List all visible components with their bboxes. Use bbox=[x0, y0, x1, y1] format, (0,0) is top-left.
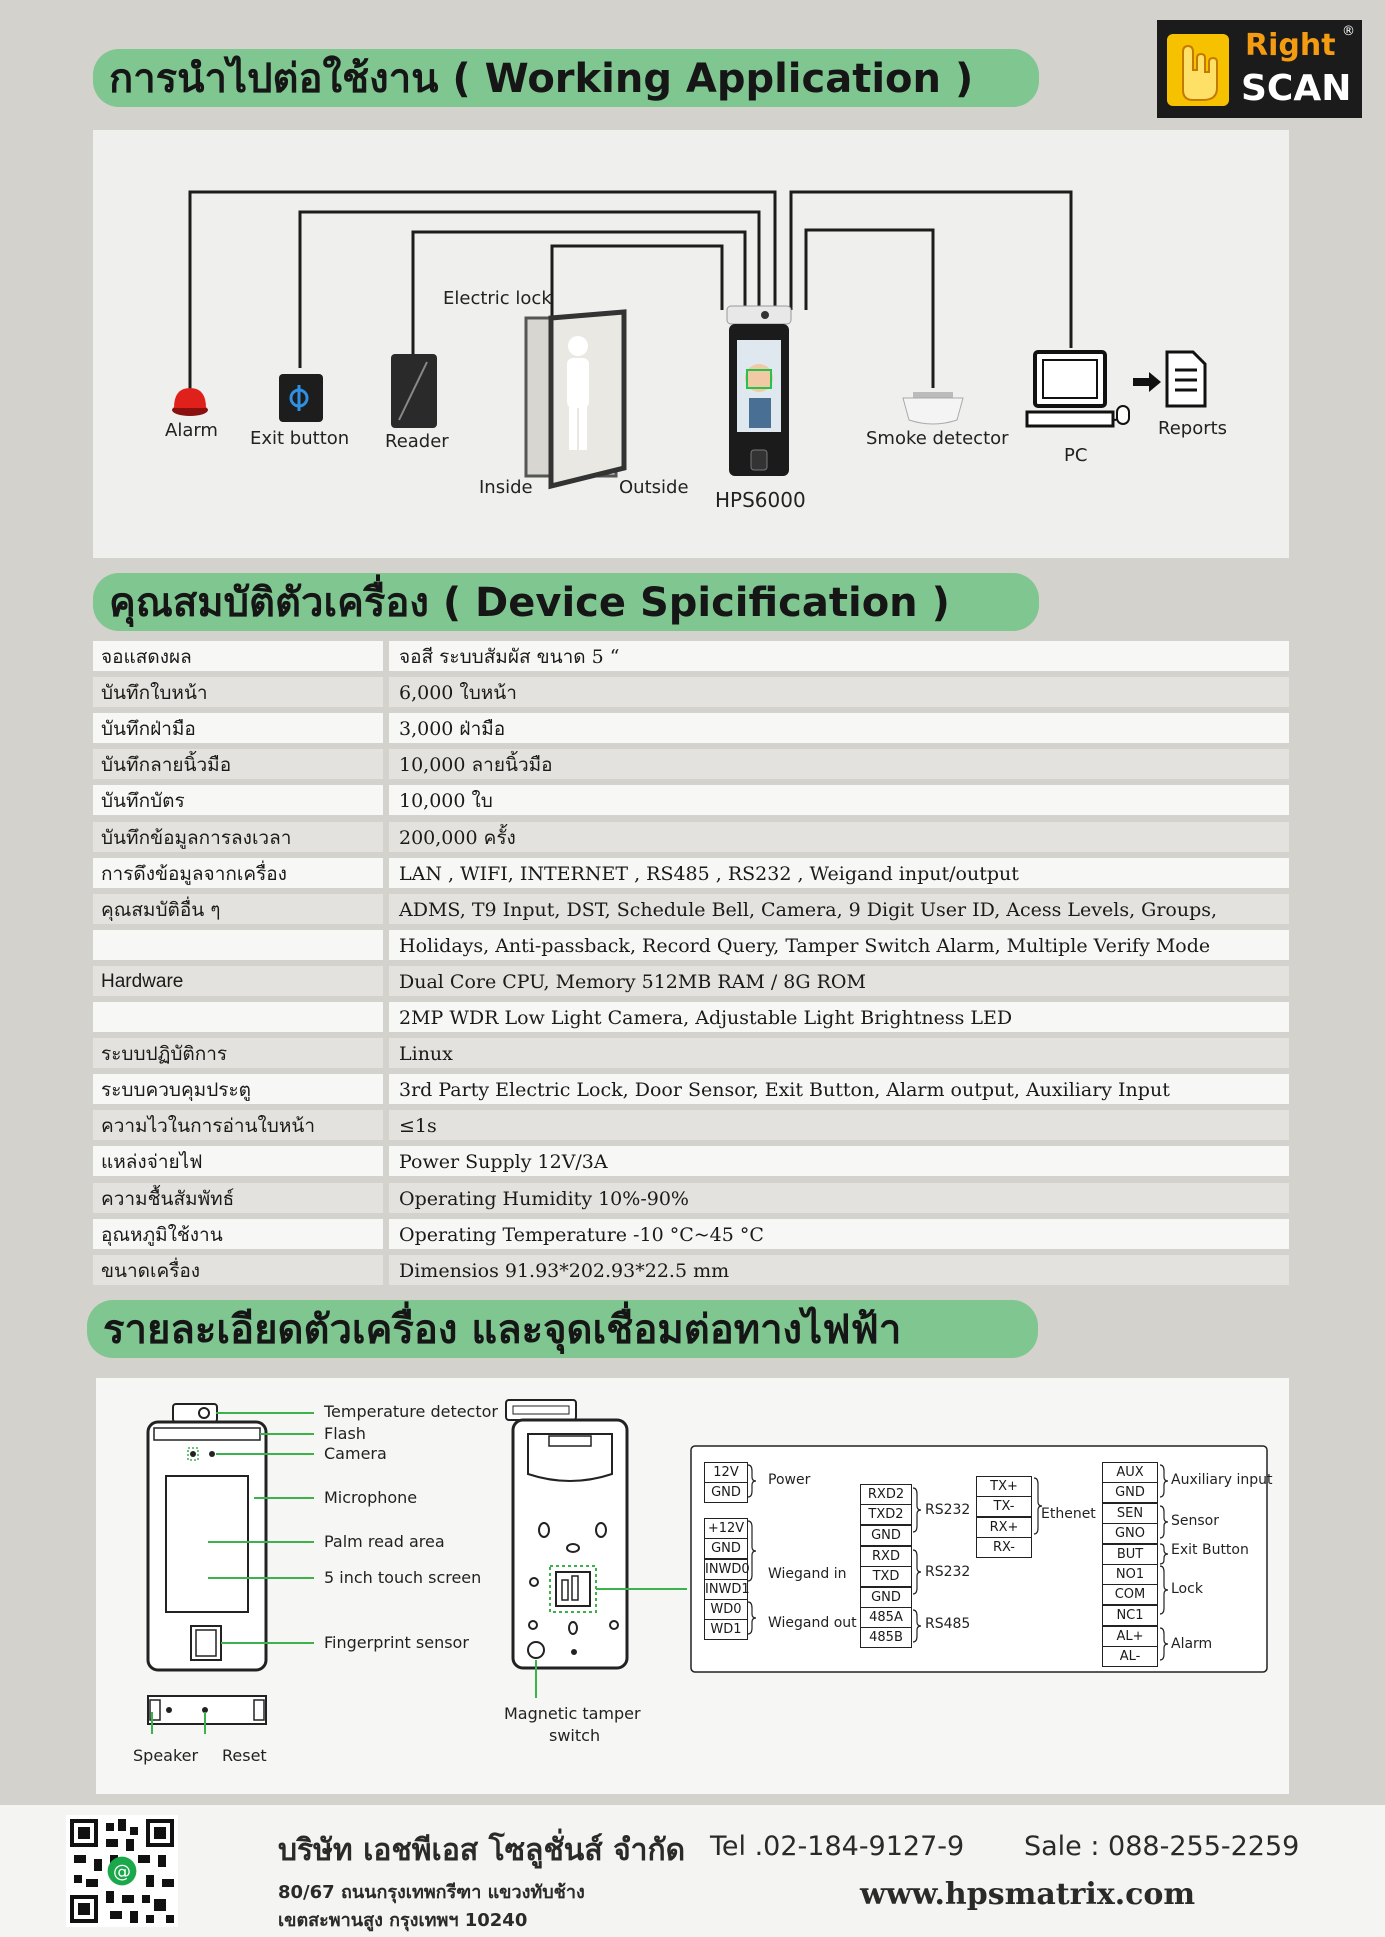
terminal-pin: GND bbox=[1102, 1482, 1158, 1503]
terminal-pin: 485B bbox=[860, 1627, 912, 1648]
spec-key: บันทึกลายนิ้วมือ bbox=[93, 749, 383, 779]
spec-key: Hardware bbox=[93, 966, 383, 996]
spec-row bbox=[93, 1255, 1289, 1285]
reports-icon bbox=[1167, 352, 1205, 406]
terminal-pin: AL- bbox=[1102, 1646, 1158, 1667]
spec-value: Power Supply 12V/3A bbox=[389, 1146, 1289, 1176]
spec-value: Operating Temperature -10 °C~45 °C bbox=[389, 1219, 1289, 1249]
spec-key: บันทึกใบหน้า bbox=[93, 677, 383, 707]
device-back-view bbox=[506, 1400, 687, 1698]
terminal-pin: 485A bbox=[860, 1607, 912, 1628]
address-line-2: เขตสะพานสูง กรุงเทพฯ 10240 bbox=[278, 1910, 528, 1931]
telephone: Tel .02-184-9127-9 bbox=[710, 1831, 965, 1862]
terminal-group-label: Auxiliary input bbox=[1171, 1472, 1273, 1488]
pc-icon bbox=[1027, 352, 1161, 426]
spec-value: 2MP WDR Low Light Camera, Adjustable Light Brightness LED bbox=[389, 1002, 1289, 1032]
fingerprint-sensor-label: Fingerprint sensor bbox=[324, 1633, 469, 1652]
logo-text-right: Right bbox=[1245, 28, 1336, 63]
hps6000-device-icon bbox=[727, 306, 791, 476]
spec-value: 200,000 ครั้ง bbox=[389, 822, 1289, 852]
terminal-group-label: Ethenet bbox=[1041, 1506, 1096, 1522]
tamper-switch-label: switch bbox=[549, 1726, 601, 1745]
touch-screen-label: 5 inch touch screen bbox=[324, 1568, 482, 1587]
terminal-pin: NO1 bbox=[1102, 1564, 1158, 1585]
spec-key: ความไวในการอ่านใบหน้า bbox=[93, 1110, 383, 1140]
right-scan-logo bbox=[1157, 20, 1362, 118]
terminal-pin: TX- bbox=[976, 1496, 1032, 1517]
spec-row bbox=[93, 713, 1289, 743]
microphone-label: Microphone bbox=[324, 1488, 418, 1507]
terminal-pin: GNO bbox=[1102, 1523, 1158, 1544]
logo-text-scan: SCAN bbox=[1241, 68, 1352, 109]
spec-row bbox=[93, 1038, 1289, 1068]
terminal-pin: TXD2 bbox=[860, 1504, 912, 1525]
spec-row bbox=[93, 858, 1289, 888]
terminal-pin: WD1 bbox=[704, 1619, 748, 1640]
device-detail-panel bbox=[96, 1378, 1289, 1794]
spec-row bbox=[93, 1146, 1289, 1176]
terminal-pin: INWD1 bbox=[704, 1579, 748, 1600]
terminal-group-label: Wiegand in bbox=[768, 1566, 847, 1582]
palm-read-area-label: Palm read area bbox=[324, 1532, 445, 1551]
terminal-pin: GND bbox=[860, 1525, 912, 1546]
spec-value: 3rd Party Electric Lock, Door Sensor, Exit Button, Alarm output, Auxiliary Input bbox=[389, 1074, 1289, 1104]
terminal-group-label: Wiegand out bbox=[768, 1615, 857, 1631]
spec-value: 6,000 ใบหน้า bbox=[389, 677, 1289, 707]
working-application-diagram bbox=[93, 130, 1289, 558]
terminal-group-label: RS232 bbox=[925, 1502, 971, 1518]
spec-row bbox=[93, 677, 1289, 707]
smoke-detector-icon bbox=[903, 392, 963, 424]
svg-text:@: @ bbox=[113, 1861, 131, 1883]
spec-value: ≤1s bbox=[389, 1110, 1289, 1140]
reader-label: Reader bbox=[385, 431, 449, 452]
alarm-light-icon bbox=[172, 388, 208, 416]
exit-button-icon bbox=[279, 374, 323, 422]
spec-row bbox=[93, 1183, 1289, 1213]
alarm-label: Alarm bbox=[165, 420, 218, 441]
terminal-group-label: Sensor bbox=[1171, 1513, 1219, 1529]
terminal-pin: BUT bbox=[1102, 1544, 1158, 1565]
spec-row bbox=[93, 749, 1289, 779]
spec-key: บันทึกบัตร bbox=[93, 785, 383, 815]
spec-row bbox=[93, 641, 1289, 671]
spec-key: ความชื้นสัมพัทธ์ bbox=[93, 1183, 383, 1213]
terminal-pin: GND bbox=[704, 1538, 748, 1559]
terminal-group-label: RS232 bbox=[925, 1564, 971, 1580]
terminal-pin: WD0 bbox=[704, 1599, 748, 1620]
spec-value: Holidays, Anti-passback, Record Query, Tamper Switch Alarm, Multiple Verify Mode bbox=[389, 930, 1289, 960]
spec-key: บันทึกฝ่ามือ bbox=[93, 713, 383, 743]
terminal-pin: GND bbox=[860, 1587, 912, 1608]
terminal-group-label: Power bbox=[768, 1472, 811, 1488]
device-detail-title: รายละเอียดตัวเครื่อง และจุดเชื่อมต่อทางไฟฟ้า bbox=[87, 1300, 1038, 1358]
device-name-label: HPS6000 bbox=[715, 488, 806, 512]
inside-label: Inside bbox=[479, 477, 533, 498]
spec-row bbox=[93, 785, 1289, 815]
spec-key: ระบบปฏิบัติการ bbox=[93, 1038, 383, 1068]
terminal-pin: RX+ bbox=[976, 1517, 1032, 1538]
reset-label: Reset bbox=[222, 1746, 267, 1765]
spec-row bbox=[93, 1002, 1289, 1032]
electric-lock-label: Electric lock bbox=[443, 288, 552, 309]
spec-value: 10,000 ใบ bbox=[389, 785, 1289, 815]
outside-label: Outside bbox=[619, 477, 689, 498]
address-line-1: 80/67 ถนนกรุงเทพกรีฑา แขวงทับช้าง bbox=[278, 1882, 585, 1903]
spec-value: Operating Humidity 10%-90% bbox=[389, 1183, 1289, 1213]
spec-row bbox=[93, 930, 1289, 960]
device-specification-title: คุณสมบัติตัวเครื่อง ( Device Spicification ) bbox=[93, 573, 1039, 631]
spec-value: ADMS, T9 Input, DST, Schedule Bell, Camera, 9 Digit User ID, Acess Levels, Groups, bbox=[389, 894, 1289, 924]
card-reader-icon bbox=[391, 354, 437, 428]
working-application-title: การนำไปต่อใช้งาน ( Working Application ) bbox=[93, 49, 1039, 107]
terminal-pin: AUX bbox=[1102, 1462, 1158, 1483]
spec-key: คุณสมบัติอื่น ๆ bbox=[93, 894, 383, 924]
spec-key: ระบบควบคุมประตู bbox=[93, 1074, 383, 1104]
exit-button-label: Exit button bbox=[250, 428, 350, 449]
spec-value: Dual Core CPU, Memory 512MB RAM / 8G ROM bbox=[389, 966, 1289, 996]
terminal-pin: SEN bbox=[1102, 1503, 1158, 1524]
company-name: บริษัท เอชพีเอส โซลูชั่นส์ จำกัด bbox=[278, 1833, 686, 1868]
pc-label: PC bbox=[1064, 445, 1088, 466]
terminal-pin: AL+ bbox=[1102, 1626, 1158, 1647]
speaker-label: Speaker bbox=[133, 1746, 199, 1765]
camera-label: Camera bbox=[324, 1444, 387, 1463]
spec-row bbox=[93, 822, 1289, 852]
terminal-pin: RXD bbox=[860, 1546, 912, 1567]
spec-key: การดึงข้อมูลจากเครื่อง bbox=[93, 858, 383, 888]
terminal-pin: +12V bbox=[704, 1518, 748, 1539]
wiring-lines bbox=[93, 130, 1289, 558]
sale-phone: Sale : 088-255-2259 bbox=[1024, 1831, 1300, 1862]
device-front-view bbox=[148, 1404, 314, 1734]
magnetic-tamper-label: Magnetic tamper bbox=[504, 1704, 641, 1723]
qr-code-icon bbox=[66, 1815, 178, 1927]
spec-value: 10,000 ลายนิ้วมือ bbox=[389, 749, 1289, 779]
spec-row bbox=[93, 1074, 1289, 1104]
terminal-group-label: Exit Button bbox=[1171, 1542, 1249, 1558]
spec-value: 3,000 ฝ่ามือ bbox=[389, 713, 1289, 743]
spec-row bbox=[93, 966, 1289, 996]
spec-value: Dimensios 91.93*202.93*22.5 mm bbox=[389, 1255, 1289, 1285]
terminal-pin: RXD2 bbox=[860, 1484, 912, 1505]
terminal-pin: INWD0 bbox=[704, 1559, 748, 1580]
terminal-group-label: Lock bbox=[1171, 1581, 1203, 1597]
spec-key: ขนาดเครื่อง bbox=[93, 1255, 383, 1285]
terminal-pin: NC1 bbox=[1102, 1605, 1158, 1626]
flash-label: Flash bbox=[324, 1424, 366, 1443]
terminal-pin: COM bbox=[1102, 1584, 1158, 1605]
temperature-detector-label: Temperature detector bbox=[324, 1402, 498, 1421]
hand-icon bbox=[1163, 30, 1233, 110]
smoke-detector-label: Smoke detector bbox=[866, 428, 1009, 449]
registered-mark: ® bbox=[1342, 24, 1355, 39]
spec-row bbox=[93, 1110, 1289, 1140]
terminal-group-label: RS485 bbox=[925, 1616, 971, 1632]
spec-row bbox=[93, 894, 1289, 924]
spec-value: LAN , WIFI, INTERNET , RS485 , RS232 , Weigand input/output bbox=[389, 858, 1289, 888]
terminal-pin: RX- bbox=[976, 1537, 1032, 1558]
spec-key bbox=[93, 930, 383, 960]
spec-key: แหล่งจ่ายไฟ bbox=[93, 1146, 383, 1176]
reports-label: Reports bbox=[1158, 418, 1228, 439]
door-icon bbox=[526, 312, 624, 486]
spec-key: อุณหภูมิใช้งาน bbox=[93, 1219, 383, 1249]
terminal-pin: TX+ bbox=[976, 1476, 1032, 1497]
footer bbox=[0, 1805, 1385, 1937]
spec-key bbox=[93, 1002, 383, 1032]
spec-key: บันทึกข้อมูลการลงเวลา bbox=[93, 822, 383, 852]
spec-key: จอแสดงผล bbox=[93, 641, 383, 671]
spec-value: Linux bbox=[389, 1038, 1289, 1068]
website-link[interactable]: www.hpsmatrix.com bbox=[860, 1877, 1196, 1912]
terminal-group-label: Alarm bbox=[1171, 1636, 1213, 1652]
spec-value: จอสี ระบบสัมผัส ขนาด 5 “ bbox=[389, 641, 1289, 671]
terminal-pin: TXD bbox=[860, 1566, 912, 1587]
terminal-pin: GND bbox=[704, 1482, 748, 1503]
spec-row bbox=[93, 1219, 1289, 1249]
terminal-pin: 12V bbox=[704, 1462, 748, 1483]
